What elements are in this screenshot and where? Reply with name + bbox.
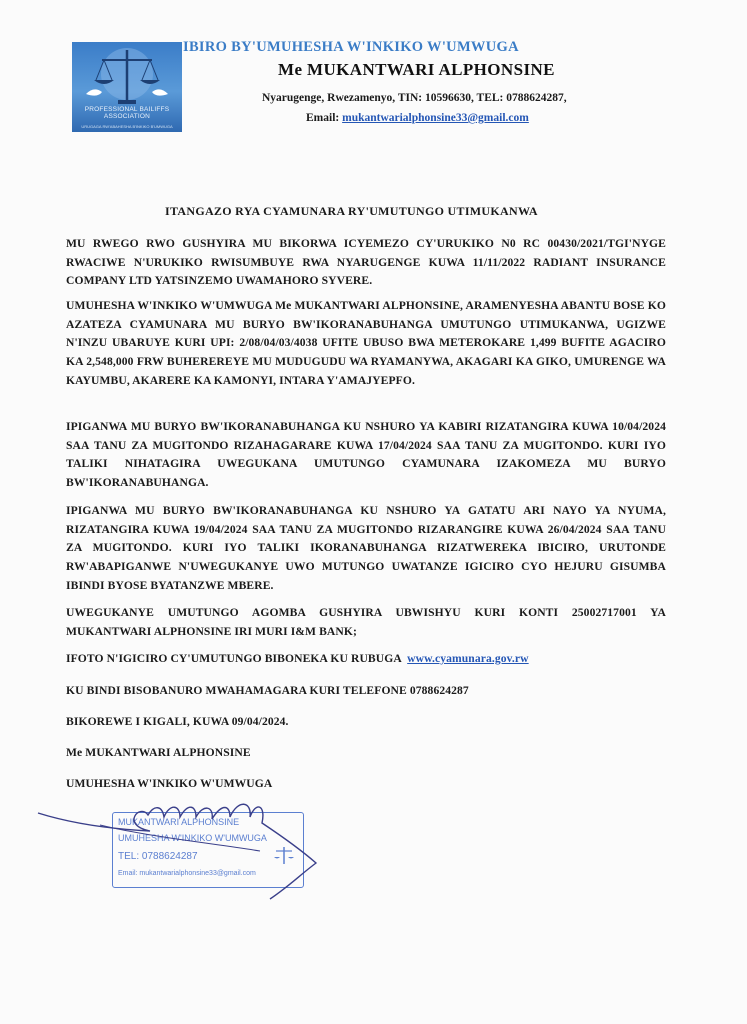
website-link[interactable]: www.cyamunara.gov.rw <box>407 652 529 665</box>
stamp-name: MUKANTWARI ALPHONSINE <box>118 817 240 827</box>
paragraph-property-description: UMUHESHA W'INKIKO W'UMWUGA Me MUKANTWARI ALPHONSINE, ARAMENYESHA ABANTU BOSE KO AZATEZA CYAMUNARA MU BURYO BW'IKORANABUHANGA UMUTUNGO UTIMUKANWA, UGIZWE N'INZU UBARUYE KURI UPI: 2/08/04/03/4038 UFITE UBUSO BWA METEROKARE 1,499 BUFITE AGACIRO KA 2,548,000 FRW BUHEREREYE MU MUDUGUDU WA RYAMANYWA, AKAGARI KA GIKO, UMURENGE WA KAYUMBU, AKARERE KA KAMONYI, INTARA Y'AMAJYEPFO. <box>66 299 666 387</box>
address-line: Nyarugenge, Rwezamenyo, TIN: 10596630, TEL: 0788624287, <box>262 92 567 104</box>
paragraph-court-decision: MU RWEGO RWO GUSHYIRA MU BIKORWA ICYEMEZO CY'URUKIKO N0 RC 00430/2021/TGI'NYGE RWACIWE N'URUKIKO RWISUMBUYE RWA NYARUGENGE KUWA 11/11/2022 RADIANT INSURANCE COMPANY LTD YATSINZEMO UWAMAHORO SYVERE. <box>66 237 666 288</box>
email-label: Email: <box>306 112 340 124</box>
website-text: IFOTO N'IGICIRO CY'UMUTUNGO BIBONEKA KU RUBUGA <box>66 652 402 665</box>
paragraph-website <box>66 650 666 669</box>
office-name: IBIRO BY'UMUHESHA W'INKIKO W'UMWUGA <box>183 39 519 55</box>
paragraph-contact-phone: KU BINDI BISOBANURO MWAHAMAGARA KURI TELEFONE 0788624287 <box>66 684 469 697</box>
bailiff-name: Me MUKANTWARI ALPHONSINE <box>278 60 555 79</box>
signatory-name: Me MUKANTWARI ALPHONSINE <box>66 746 251 759</box>
paragraph-third-auction: IPIGANWA MU BURYO BW'IKORANABUHANGA KU NSHURO YA GATATU ARI NAYO YA NYUMA, RIZATANGIRA KUWA 19/04/2024 SAA TANU ZA MUGITONDO RIZARANGIRE KUWA 26/04/2024 SAA TANU ZA MUGITONDO. KURI IYO TALIKI IKORANABUHANGA RIZATWEREKA IBICIRO, URUTONDE RW'ABAPIGANWE N'UWEGUKANYE UWO MUTUNGO UWATANZE IGICIRO CYO HEJURU GISUMBA IBINDI BYOSE BYATANZWE MBERE. <box>66 504 666 592</box>
signatory-title: UMUHESHA W'INKIKO W'UMWUGA <box>66 777 273 790</box>
email-link[interactable]: mukantwarialphonsine33@gmail.com <box>342 112 529 124</box>
handwritten-signature <box>30 795 330 905</box>
logo-subcaption: URUGAGA RW'ABAHESHA B'INKIKO B'UMWUGA <box>81 124 173 129</box>
paragraph-second-auction: IPIGANWA MU BURYO BW'IKORANABUHANGA KU NSHURO YA KABIRI RIZATANGIRA KUWA 10/04/2024 SAA TANU ZA MUGITONDO RIZAHAGARARE KUWA 17/04/2024 SAA TANU ZA MUGITONDO. KURI IYO TALIKI NIHATAGIRA UWEGUKANA UMUTUNGO CYAMUNARA IZAKOMEZA MU BURYO BW'IKORANABUHANGA. <box>66 420 666 490</box>
email-line <box>306 112 529 124</box>
paragraph-payment-account: UWEGUKANYE UMUTUNGO AGOMBA GUSHYIRA UBWISHYU KURI KONTI 25002717001 YA MUKANTWARI ALPHONSINE IRI MURI I&M BANK; <box>66 606 666 638</box>
association-logo <box>72 42 182 132</box>
logo-caption: PROFESSIONAL BAILIFFS ASSOCIATION <box>84 106 170 120</box>
paragraph-date-place: BIKOREWE I KIGALI, KUWA 09/04/2024. <box>66 715 289 728</box>
stamp-email: Email: mukantwarialphonsine33@gmail.com <box>118 870 256 877</box>
notice-title: ITANGAZO RYA CYAMUNARA RY'UMUTUNGO UTIMUKANWA <box>165 204 538 218</box>
stamp-title: UMUHESHA W'INKIKO W'UMWUGA <box>118 833 267 843</box>
stamp-phone: TEL: 0788624287 <box>118 851 198 862</box>
